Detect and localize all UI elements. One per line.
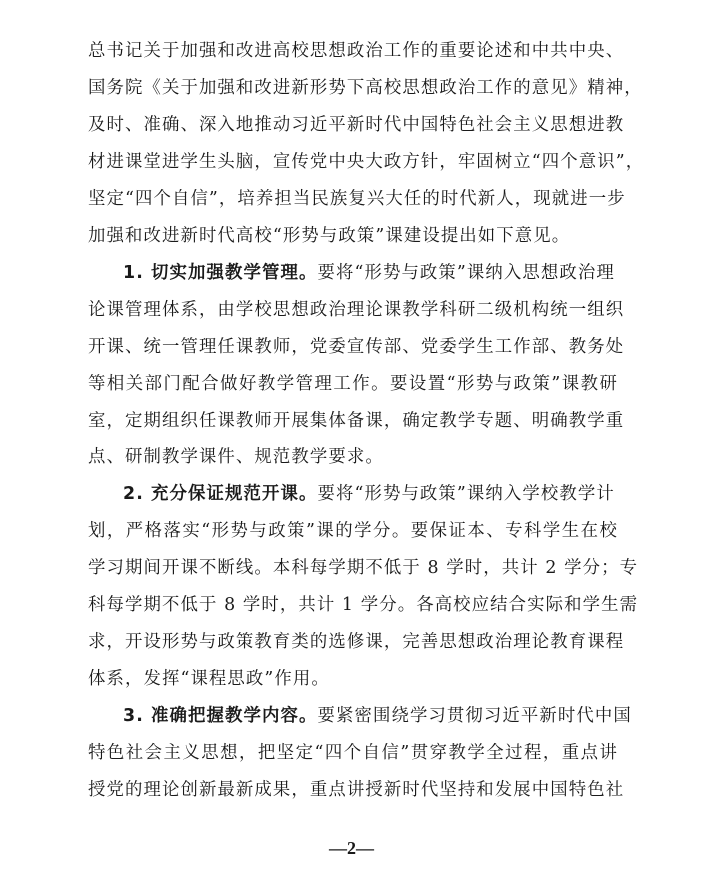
section-3-text: 要紧密围绕学习贯彻习近平新时代中国 (317, 706, 632, 727)
section-2-text: 要将“形势与政策”课纳入学校教学计 (317, 484, 615, 505)
text-line: 科每学期不低于 8 学时，共计 1 学分。各高校应结合实际和学生需 (88, 595, 639, 616)
text-line: 国务院《关于加强和改进新形势下高校思想政治工作的意见》精神， (88, 77, 643, 98)
text-line: 求，开设形势与政策教育类的选修课，完善思想政治理论教育课程 (88, 632, 625, 653)
text-line: 材进课堂进学生头脑，宣传党中央大政方针，牢固树立“四个意识”， (88, 151, 645, 172)
text-line: 及时、准确、深入地推动习近平新时代中国特色社会主义思想进教 (88, 114, 625, 135)
page-number: —2— (329, 838, 374, 858)
text-line: 等相关部门配合做好教学管理工作。要设置“形势与政策”课教研 (88, 373, 618, 394)
section-1-first-line (88, 258, 618, 288)
section-1-heading: 1. 切实加强教学管理。 (123, 262, 318, 283)
section-2-first-line (88, 479, 618, 509)
text-line: 坚定“四个自信”，培养担当民族复兴大任的时代新人，现就进一步 (88, 188, 626, 209)
text-line: 总书记关于加强和改进高校思想政治工作的重要论述和中共中央、 (88, 41, 625, 61)
text-line: 点、研制教学课件、规范教学要求。 (88, 447, 384, 468)
text-line: 划，严格落实“形势与政策”课的学分。要保证本、专科学生在校 (88, 521, 618, 542)
text-line: 体系，发挥“课程思政”作用。 (88, 669, 330, 690)
section-1-text: 要将“形势与政策”课纳入思想政治理 (317, 262, 615, 283)
section-3-heading: 3. 准确把握教学内容。 (123, 706, 318, 727)
text-line: 学习期间开课不断线。本科每学期不低于 8 学时，共计 2 学分；专 (88, 558, 639, 579)
text-line: 室，定期组织任课教师开展集体备课，确定教学专题、明确教学重 (88, 410, 625, 431)
text-line: 加强和改进新时代高校“形势与政策”课建设提出如下意见。 (88, 225, 571, 246)
text-line: 特色社会主义思想，把坚定“四个自信”贯穿教学全过程，重点讲 (88, 743, 618, 764)
text-line: 开课、统一管理任课教师，党委宣传部、党委学生工作部、教务处 (88, 336, 625, 357)
section-2-heading: 2. 充分保证规范开课。 (123, 484, 318, 505)
section-3-first-line (88, 701, 632, 731)
text-line: 论课管理体系，由学校思想政治理论课教学科研二级机构统一组织 (88, 299, 625, 320)
text-line: 授党的理论创新最新成果，重点讲授新时代坚持和发展中国特色社 (88, 780, 625, 801)
